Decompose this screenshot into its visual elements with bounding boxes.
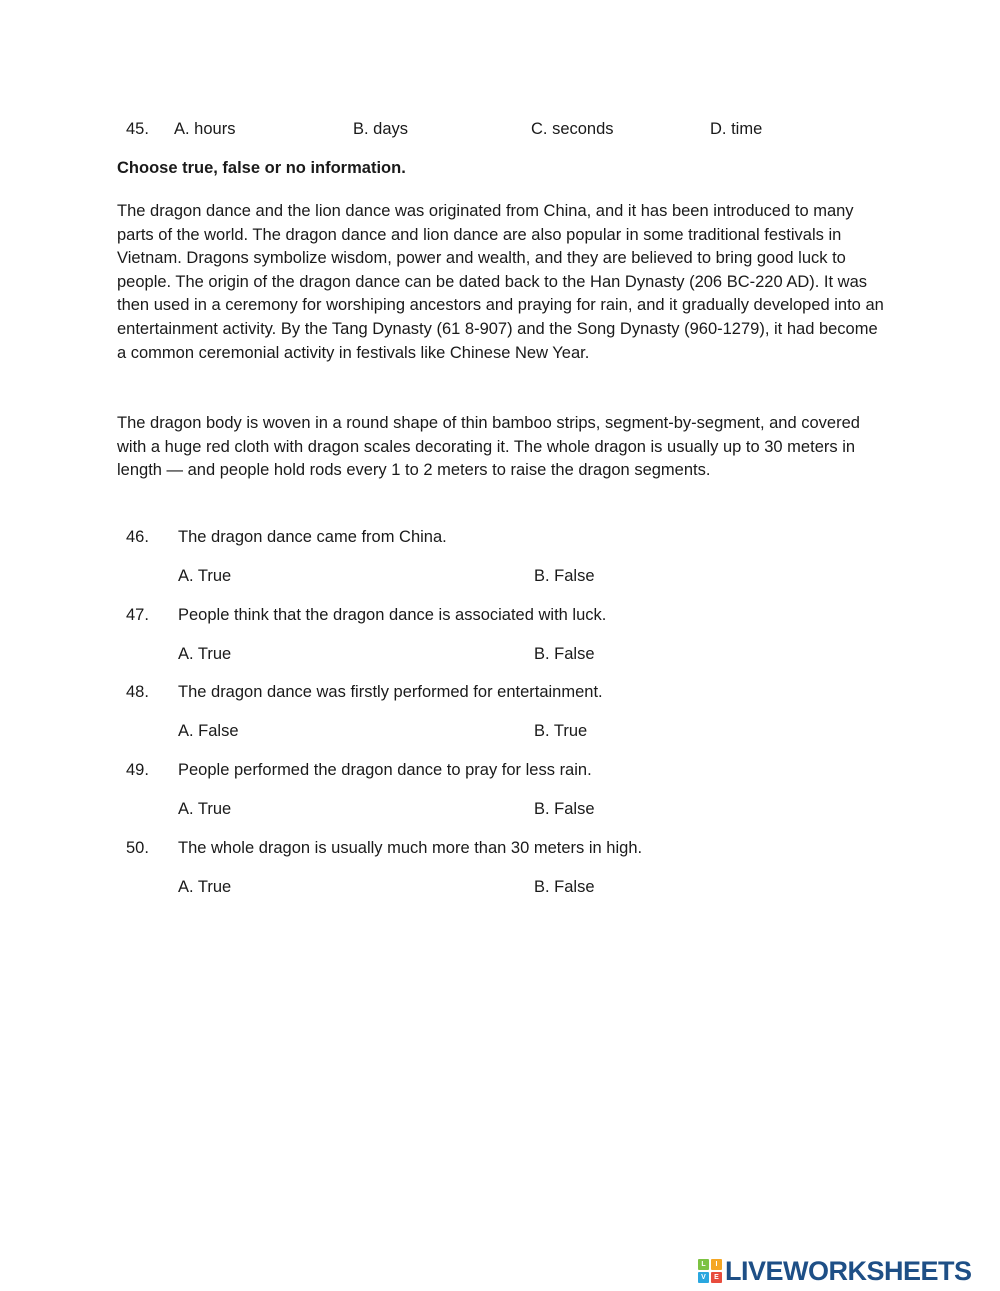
question-50-text: The whole dragon is usually much more than 30 meters in high. [178,839,643,857]
question-50 [126,837,886,859]
question-45-option-c[interactable]: C. seconds [531,120,614,138]
question-46-text: The dragon dance came from China. [178,528,447,546]
question-47 [126,604,886,626]
question-49-number: 49. [126,761,149,779]
question-49-option-b[interactable]: B. False [534,800,595,818]
question-45-number: 45. [126,120,149,138]
question-47-number: 47. [126,606,149,624]
question-48-option-b[interactable]: B. True [534,722,588,740]
question-48-text: The dragon dance was firstly performed for entertainment. [178,683,603,701]
question-45 [126,118,886,140]
logo-squares-icon [698,1259,722,1283]
question-48 [126,681,886,703]
logo-square-i: I [711,1259,722,1270]
question-47-option-a[interactable]: A. True [178,645,232,663]
question-45-option-b[interactable]: B. days [353,120,409,138]
question-48-option-a[interactable]: A. False [178,722,239,740]
question-48-number: 48. [126,683,149,701]
logo-square-e: E [711,1272,722,1283]
question-49-option-a[interactable]: A. True [178,800,232,818]
question-49-options [178,798,778,820]
question-46-option-a[interactable]: A. True [178,567,232,585]
question-50-option-a[interactable]: A. True [178,878,232,896]
logo-text: LIVEWORKSHEETS [725,1256,972,1286]
question-45-option-a[interactable]: A. hours [174,120,236,138]
logo-square-l: L [698,1259,709,1270]
question-47-options [178,643,778,665]
question-49 [126,759,886,781]
question-50-options [178,876,778,898]
section-heading: Choose true, false or no information. [117,159,406,177]
passage-paragraph-1: The dragon dance and the lion dance was originated from China, and it has been introduced to many parts of the world. The dragon dance and lion dance are also popular in some traditional festivals in Vietnam. Dragons symbolize wisdom, power and wealth, and they are believed to bring good luck to people. The origin of the dragon dance can be dated back to the Han Dynasty (206 BC-220 AD). It was then used in a ceremony for worshiping ancestors and praying for rain, and it gradually developed into an entertainment activity. By the Tang Dynasty (61 8-907) and the Song Dynasty (960-1279), it had become a common ceremonial activity in festivals like Chinese New Year. [117,202,884,362]
question-46-option-b[interactable]: B. False [534,567,595,585]
passage-paragraph-2: The dragon body is woven in a round shape of thin bamboo strips, segment-by-segment, and covered with a huge red cloth with dragon scales decorating it. The whole dragon is usually up to 30 meters in length — and people hold rods every 1 to 2 meters to raise the dragon segments. [117,414,860,480]
question-46-options [178,565,778,587]
question-47-text: People think that the dragon dance is associated with luck. [178,606,607,624]
question-49-text: People performed the dragon dance to pray for less rain. [178,761,592,779]
question-48-options [178,720,778,742]
question-50-number: 50. [126,839,149,857]
question-47-option-b[interactable]: B. False [534,645,595,663]
question-46 [126,526,886,548]
question-50-option-b[interactable]: B. False [534,878,595,896]
logo-square-v: V [698,1272,709,1283]
question-45-option-d[interactable]: D. time [710,120,763,138]
liveworksheets-logo [698,1255,972,1287]
question-46-number: 46. [126,528,149,546]
